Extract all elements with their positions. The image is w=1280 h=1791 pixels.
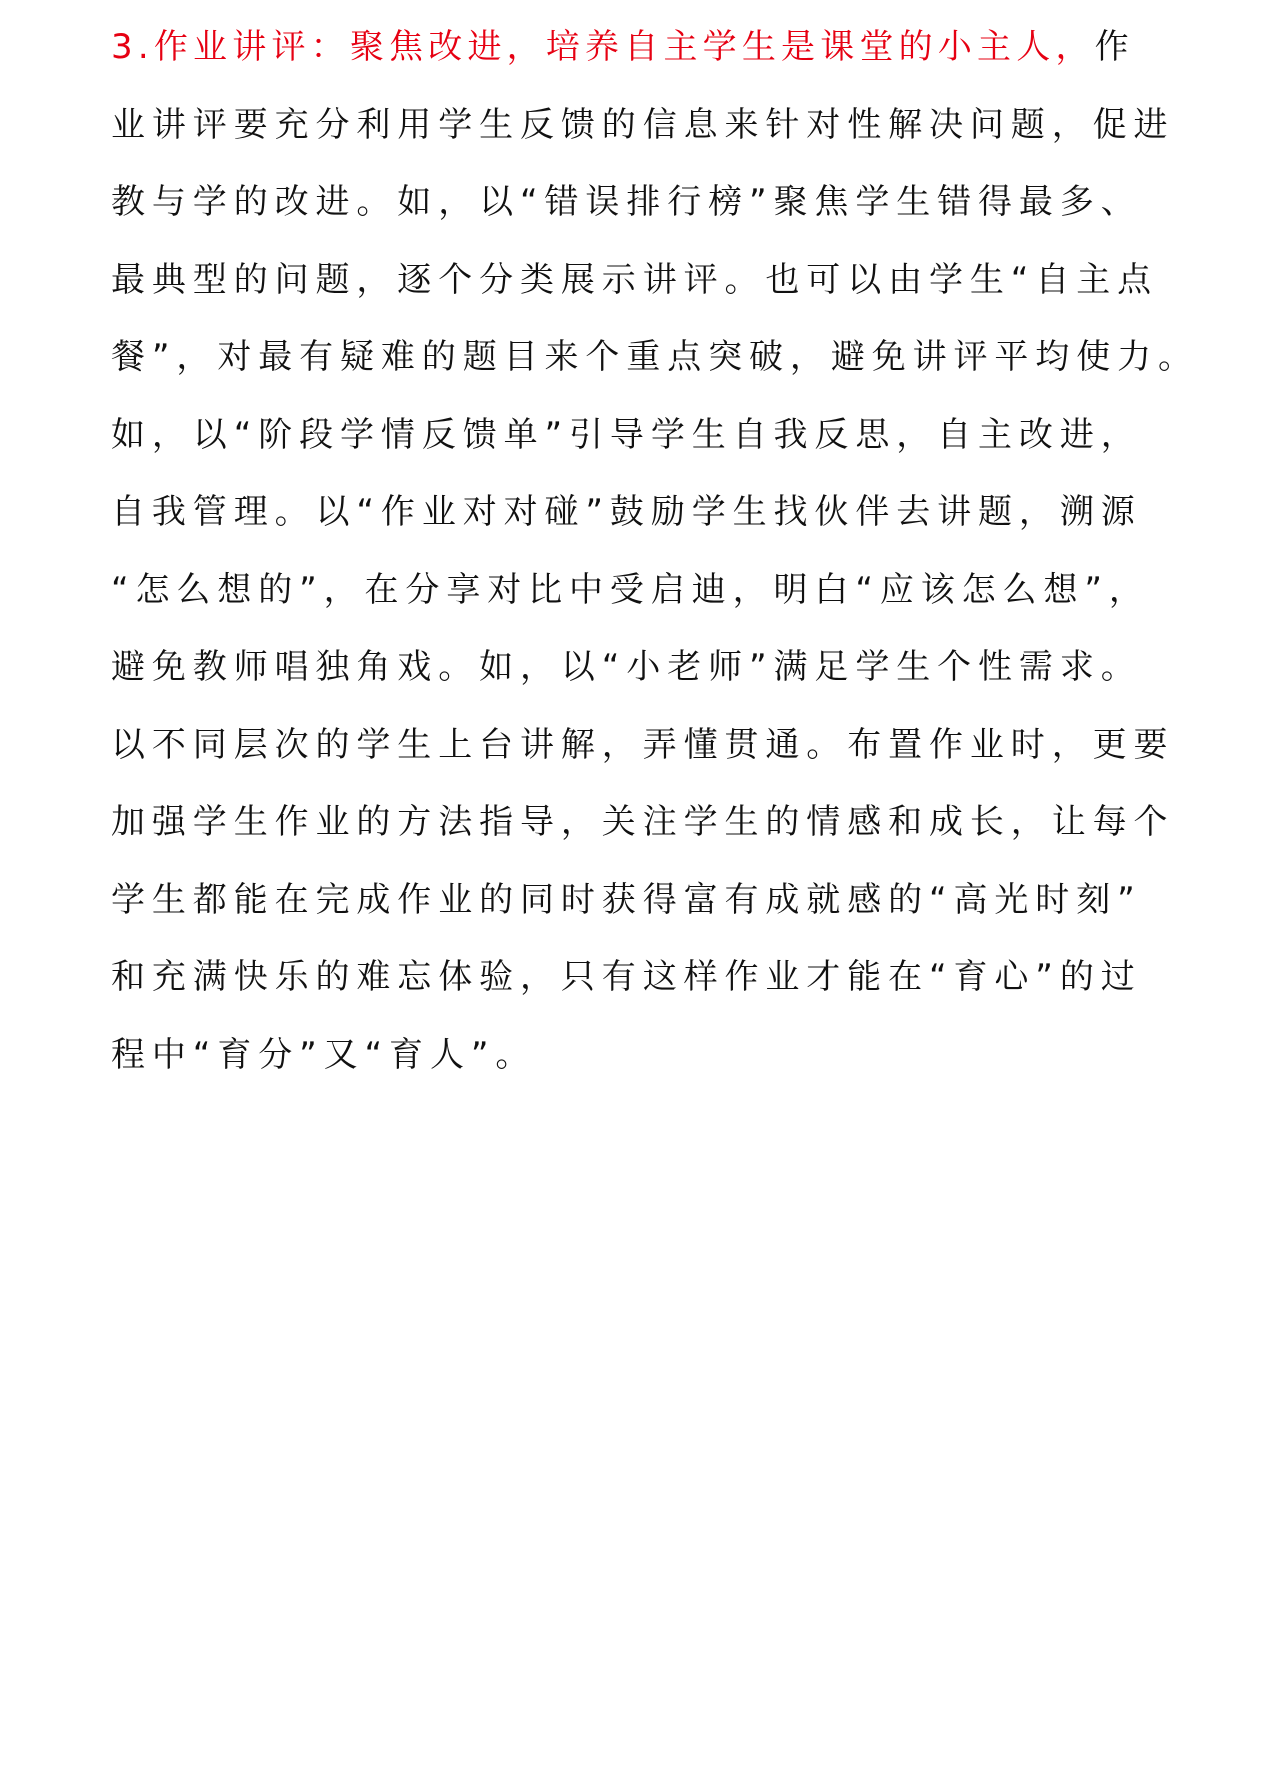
paragraph-line: 学生都能在完成作业的同时获得富有成就感的“高光时刻” bbox=[111, 879, 1142, 920]
paragraph-line: “怎么想的”，在分享对比中受启迪，明白“应该怎么想”， bbox=[111, 569, 1150, 610]
paragraph-line: 如，以“阶段学情反馈单”引导学生自我反思，自主改进， bbox=[111, 414, 1142, 455]
paragraph-line: 餐”，对最有疑难的题目来个重点突破，避免讲评平均使力。 bbox=[111, 337, 1199, 377]
paragraph-line: 业讲评要充分利用学生反馈的信息来针对性解决问题，促进 bbox=[111, 104, 1175, 145]
heading-continuation: 作 bbox=[1094, 27, 1134, 67]
paragraph-line-heading bbox=[111, 18, 1141, 96]
paragraph-line: 教与学的改进。如，以“错误排行榜”聚焦学生错得最多、 bbox=[111, 182, 1142, 222]
paragraph-line: 最典型的问题，逐个分类展示讲评。也可以由学生“自主点 bbox=[111, 259, 1159, 300]
paragraph bbox=[111, 18, 1199, 1103]
paragraph-line: 程中“育分”又“育人”。 bbox=[111, 1034, 537, 1075]
paragraph-line: 自我管理。以“作业对对碰”鼓励学生找伙伴去讲题，溯源 bbox=[111, 492, 1142, 532]
section-heading: 3.作业讲评：聚焦改进，培养自主学生是课堂的小主人， bbox=[111, 27, 1095, 67]
paragraph-line: 避免教师唱独角戏。如，以“小老师”满足学生个性需求。 bbox=[111, 647, 1142, 687]
paragraph-line: 以不同层次的学生上台讲解，弄懂贯通。布置作业时，更要 bbox=[111, 724, 1175, 765]
paragraph-line: 加强学生作业的方法指导，关注学生的情感和成长，让每个 bbox=[111, 802, 1175, 842]
paragraph-line: 和充满快乐的难忘体验，只有这样作业才能在“育心”的过 bbox=[111, 957, 1142, 997]
